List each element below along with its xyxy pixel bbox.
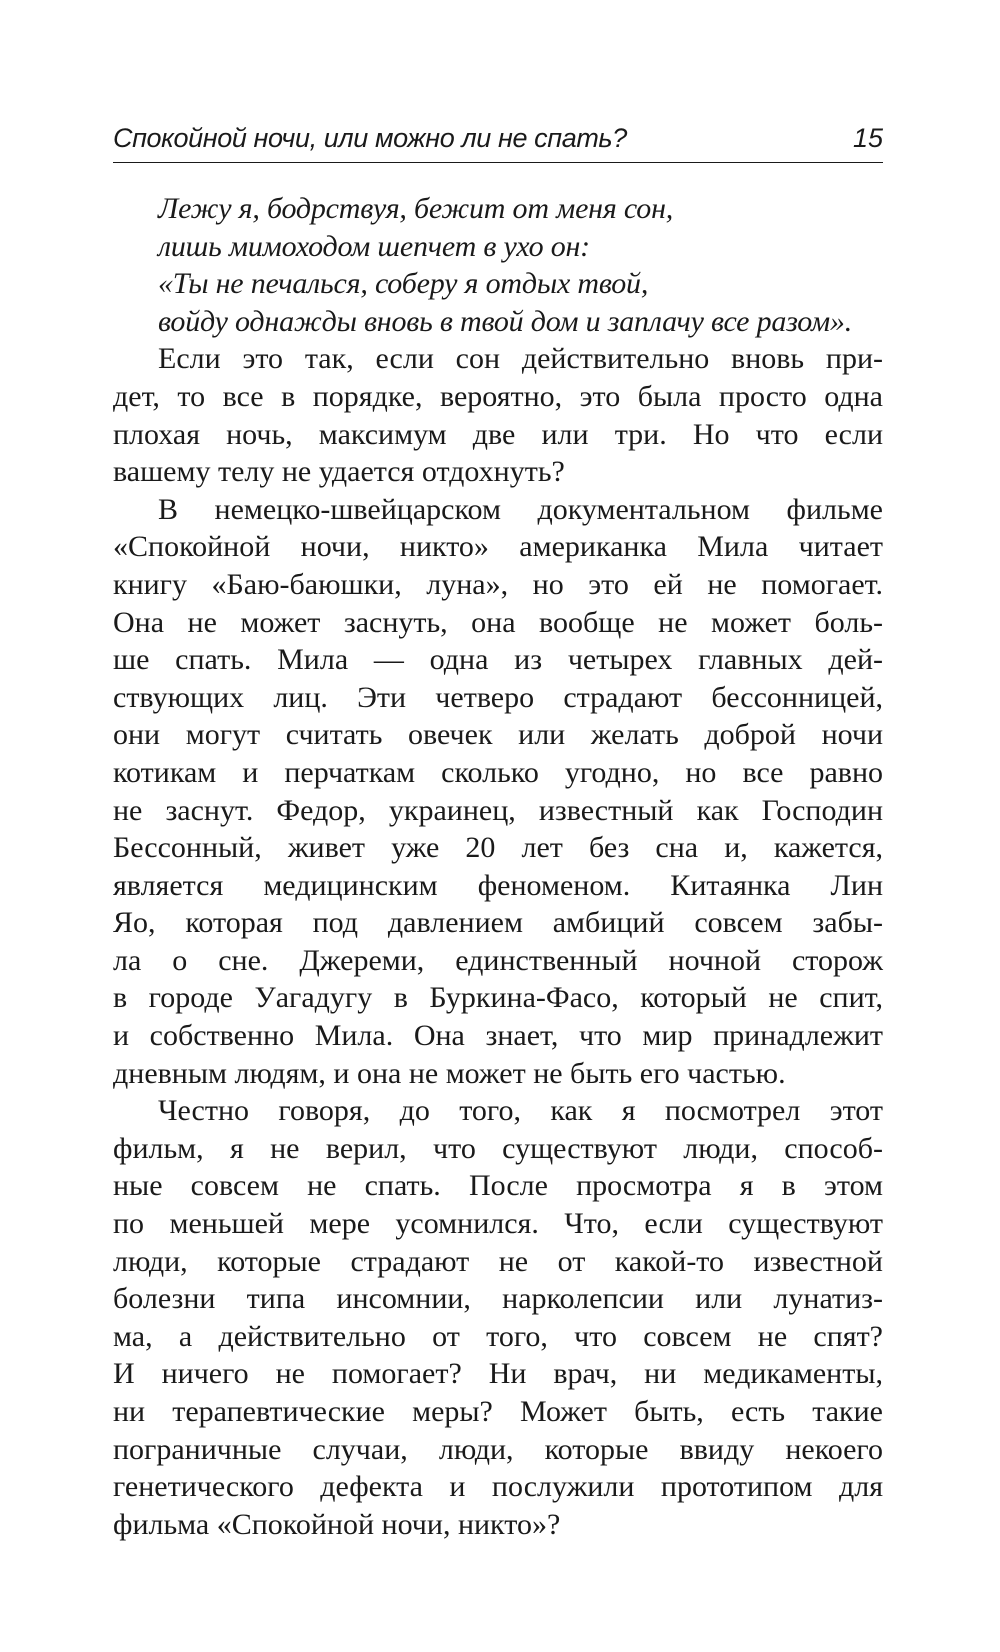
text-line: «Спокойной ночи, никто» американка Мила читает bbox=[113, 530, 883, 564]
text-line: в городе Уагадугу в Буркина-Фасо, который не спит, bbox=[113, 981, 883, 1015]
text-line: болезни типа инсомнии, нарколепсии или лунатиз- bbox=[113, 1282, 883, 1316]
text-line: ни терапевтические меры? Может быть, есть такие bbox=[113, 1395, 883, 1428]
running-header-title: Спокойной ночи, или можно ли не спать? bbox=[113, 123, 627, 153]
paragraph bbox=[113, 491, 883, 1093]
text-line: ла о сне. Джереми, единственный ночной сторож bbox=[113, 943, 883, 977]
verse-line: «Ты не печалься, соберу я отдых твой, bbox=[158, 267, 649, 301]
text-line: ные совсем не спать. После просмотра я в этом bbox=[113, 1169, 883, 1203]
text-line: котикам и перчаткам сколько угодно, но все равно bbox=[113, 755, 883, 789]
text-line: Честно говоря, до того, как я посмотрел этот bbox=[158, 1094, 883, 1128]
page-number: 15 bbox=[852, 123, 883, 153]
text-line: дет, то все в порядке, вероятно, это была просто одна bbox=[113, 379, 883, 413]
text-line: книгу «Баю-баюшки, луна», но это ей не помогает. bbox=[113, 567, 883, 601]
text-line: не заснут. Федор, украинец, известный как Господин bbox=[113, 793, 883, 827]
text-line: дневным людям, и она не может не быть его частью. bbox=[113, 1056, 786, 1090]
verse-line: войду однажды вновь в твой дом и заплачу все разом». bbox=[158, 304, 853, 338]
text-line: плохая ночь, максимум две или три. Но что если bbox=[113, 417, 883, 451]
text-line: они могут считать овечек или желать доброй ночи bbox=[113, 718, 883, 752]
paragraph bbox=[113, 1092, 883, 1543]
text-line: генетического дефекта и послужили прототипом для bbox=[113, 1470, 883, 1504]
verse-line: Лежу я, бодрствуя, бежит от меня сон, bbox=[158, 192, 674, 225]
text-line: люди, которые страдают не от какой-то известной bbox=[113, 1244, 883, 1278]
page-body bbox=[113, 190, 883, 1543]
text-line: ствующих лиц. Эти четверо страдают бессонницей, bbox=[113, 680, 883, 714]
text-line: И ничего не помогает? Ни врач, ни медикаменты, bbox=[113, 1357, 883, 1391]
text-line: и собственно Мила. Она знает, что мир принадлежит bbox=[113, 1019, 883, 1053]
text-line: В немецко-швейцарском документальном фильме bbox=[158, 492, 883, 526]
text-line: Она не может заснуть, она вообще не может боль- bbox=[113, 605, 883, 639]
text-line: фильм, я не верил, что существуют люди, способ- bbox=[113, 1131, 883, 1165]
verse-line: лишь мимоходом шепчет в ухо он: bbox=[158, 229, 590, 263]
text-line: Бессонный, живет уже 20 лет без сна и, кажется, bbox=[113, 831, 883, 865]
text-line: ма, а действительно от того, что совсем не спят? bbox=[113, 1319, 883, 1353]
text-line: вашему телу не удается отдохнуть? bbox=[113, 455, 565, 489]
text-line: Яо, которая под давлением амбиций совсем забы- bbox=[113, 906, 883, 940]
text-line: пограничные случаи, люди, которые ввиду некоего bbox=[113, 1432, 883, 1466]
text-line: фильма «Спокойной ночи, никто»? bbox=[113, 1507, 561, 1541]
text-line: Если это так, если сон действительно вновь при- bbox=[158, 342, 883, 376]
text-line: по меньшей мере усомнился. Что, если существуют bbox=[113, 1207, 883, 1241]
paragraph bbox=[113, 340, 883, 490]
header-rule bbox=[113, 162, 883, 163]
running-header bbox=[113, 118, 883, 166]
text-line: ше спать. Мила — одна из четырех главных дей- bbox=[113, 643, 883, 677]
text-line: является медицинским феноменом. Китаянка Лин bbox=[113, 868, 883, 902]
verse-block bbox=[158, 190, 883, 340]
